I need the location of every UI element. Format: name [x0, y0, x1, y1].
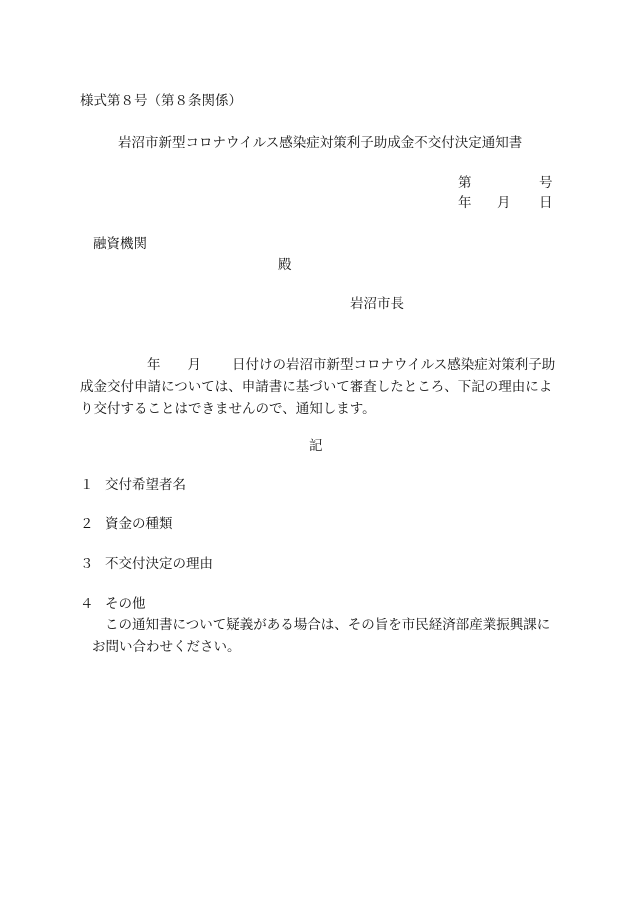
body-paragraph — [80, 354, 556, 420]
item-label: 交付希望者名 — [105, 477, 186, 493]
issuer-name: 岩沼市長 — [350, 296, 404, 312]
contact-note — [80, 614, 550, 658]
item-number: ２ — [80, 516, 94, 532]
document-number-go: 号 — [539, 175, 553, 191]
body-line-3: り交付することはできませんので、通知します。 — [80, 401, 376, 417]
date-year-label: 年 — [458, 195, 472, 211]
recipient-honorific: 殿 — [278, 257, 292, 273]
note-line-2: お問い合わせください。 — [92, 639, 241, 655]
ki-heading: 記 — [309, 438, 323, 454]
body-line-2: 成金交付申請については、申請書に基づいて審査したところ、下記の理由によ — [80, 379, 553, 395]
item-label: 資金の種類 — [105, 516, 173, 532]
body-month-label: 月 — [187, 357, 201, 373]
list-item — [80, 518, 173, 532]
list-item — [80, 479, 186, 493]
recipient-name: 融資機関 — [93, 236, 147, 252]
list-item — [80, 598, 146, 612]
item-label: その他 — [105, 596, 146, 612]
date-month-label: 月 — [497, 195, 511, 211]
item-number: ４ — [80, 596, 94, 612]
item-number: １ — [80, 477, 94, 493]
form-number: 様式第８号（第８条関係） — [80, 93, 242, 109]
item-label: 不交付決定の理由 — [105, 556, 213, 572]
list-item — [80, 558, 213, 572]
note-line-1: この通知書について疑義がある場合は、その旨を市民経済部産業振興課に — [105, 617, 551, 633]
body-line-1-text: 日付けの岩沼市新型コロナウイルス感染症対策利子助 — [232, 357, 556, 373]
body-line-1 — [80, 354, 556, 376]
date-day-label: 日 — [539, 195, 553, 211]
document-number-dai: 第 — [458, 175, 472, 191]
document-title: 岩沼市新型コロナウイルス感染症対策利子助成金不交付決定通知書 — [118, 135, 523, 151]
body-year-label: 年 — [147, 357, 161, 373]
item-number: ３ — [80, 556, 94, 572]
